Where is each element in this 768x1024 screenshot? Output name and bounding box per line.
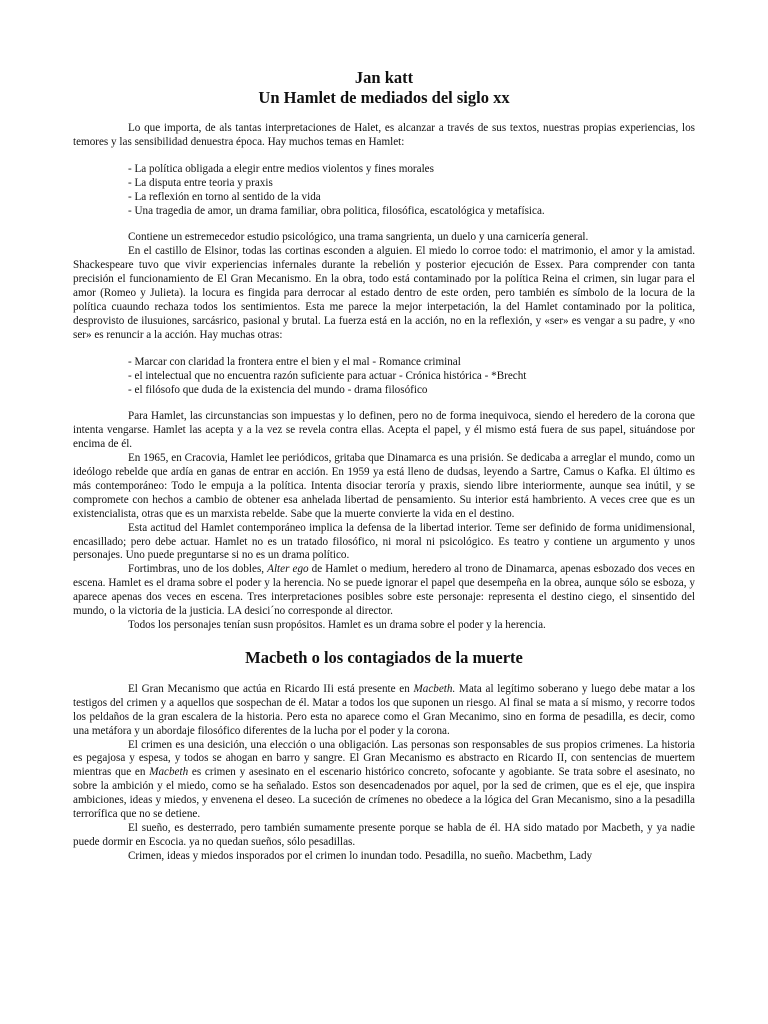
body-paragraph: En el castillo de Elsinor, todas las cortinas esconden a alguien. El miedo lo corroe todo: el matrimonio, el amor y la amistad. Shackespeare tuvo que vivir experiencias infernales durante la rebelión y posterior ejecución de Essex. Para comprender con tanta precisión el funcionamiento de El Gran Mecanismo. En la obra, todo está contaminado por la política Reina el crimen, sin lugar para el amor (Romeo y Julieta). la locura es fingida para derrocar al estado dentro de este orden, pero también es símbolo de la locura de la política cuaundo rechaza todos los sentimientos. Esta me parece la mejor interpetación, la del Hamlet contaminado por la politica, desprovisto de ilusuiones, sarcásrico, pasional y brutal. La fuerza está en la acción, no en la reflexión, y «ser» es vengar a su padre, y «no ser» es renuncir a la acción. Hay muchas otras: (73, 245, 695, 341)
document-title: Un Hamlet de mediados del siglo xx (258, 88, 510, 107)
italic-term: Macbeth. (413, 682, 456, 695)
text-run: Mata al legítimo soberano y luego debe matar a los testigos del crimen y a aquellos que sospechan de él. Matar a todos los que suponen un riesgo. Al final se mata a sí mismo, y recorre todos los peldaños de la gran escalera de la historia. Pero esta no aparece como el Gran Mecanimo, sino en forma de pesadilla, es decir, como una metáfora y un abordaje filosófico diferentes de la lucha por el poder y la corona. (73, 682, 695, 737)
author-name: Jan katt (354, 68, 414, 87)
body-paragraph: Para Hamlet, las circunstancias son impuestas y lo definen, pero no de forma inequivoca, siendo el heredero de la corona que intenta vengarse. Hamlet las acepta y a la vez se revela contra ellas. Acepta el papel, y él mismo está fuera de sus papel, situándose por encima de él. (73, 410, 695, 451)
body-paragraph (73, 739, 695, 822)
themes-list (73, 163, 695, 219)
text-run: El Gran Mecanismo que actúa en Ricardo IIi está presente en (128, 682, 414, 695)
document-page (73, 68, 695, 864)
body-paragraph: Esta actitud del Hamlet contemporáneo implica la defensa de la libertad interior. Teme ser definido de forma unidimensional, encasillado; pero debe actuar. Hamlet no es un tratado filosófico, ni moral ni psicológico. Es teatro y contiene un argumento y unos personajes. Uno puede preguntarse si no es un drama político. (73, 521, 695, 562)
text-run: es crimen y asesinato en el escenario histórico concreto, sofocante y agobiante. Se trata sobre el asesinato, no sobre la ambición y el miedo, como se ha señalado. Estos son desencadenados por aquel, por la sed de crimen, que es el eje, que inspira ambiciones, ideas y miedos, y envenena el deseo. La suceción de crímenes no obedece a la lógica del Gran Mecanismo, sino a la pesadilla terrorífica que no se detiene. (73, 766, 695, 821)
text-run: Fortimbras, uno de los dobles, (128, 563, 268, 576)
list-item: - La política obligada a elegir entre medios violentos y fines morales (128, 162, 434, 175)
document-header (73, 68, 695, 108)
section-heading: Macbeth o los contagiados de la muerte (245, 647, 523, 667)
body-paragraph: El sueño, es desterrado, pero también sumamente presente porque se habla de él. HA sido matado por Macbeth, y ya nadie puede dormir en Escocia. ya no quedan sueños, sólo pesadillas. (73, 821, 695, 848)
body-paragraph: Contiene un estremecedor estudio psicológico, una trama sangrienta, un duelo y una carnicería general. (128, 231, 589, 244)
body-paragraph: En 1965, en Cracovia, Hamlet lee periódicos, gritaba que Dinamarca es una prisión. Se dedicaba a arreglar el mundo, como un ideólogo rebelde que ardía en ganas de entrar en acción. En 1959 ya está lleno de dudsas, leyendo a Sartre, Camus o Kafka. El último es más contemporáneo: Todo le empuja a la política. Intenta disociar teroría y praxis, siendo libre interiormente, aunque sea inútil, y se compromete con hechos a cambio de obtener esa anhelada libertad de pensamiento. Su interior está hambriento. A veces cree que es un existencialista, otras que es un marxista rebelde. Sabe que la muerte convierte la vida en el destino. (73, 452, 695, 520)
list-item: - Una tragedia de amor, un drama familiar, obra politica, filosófica, escatológica y metafísica. (128, 204, 545, 217)
intro-paragraph: Lo que importa, de als tantas interpretaciones de Halet, es alcanzar a través de sus textos, nuestras propias experiencias, los temores y las sensibilidad denuestra época. Hay muchos temas en Hamlet: (73, 122, 695, 148)
body-paragraph: Crimen, ideas y miedos insporados por el crimen lo inundan todo. Pesadilla, no sueño. Macbethm, Lady (128, 849, 593, 862)
italic-term: Macbeth (149, 766, 189, 779)
text-run: de Hamlet o medium, heredero al trono de Dinamarca, apenas esbozado dos veces en escena. Hamlet es el drama sobre el poder y la herencia. No se puede ignorar el papel que desempeña en la obrea, aunque sólo se esboza, y aparece apenas dos veces en escena. Tres interpretaciones posibles sobre este personaje: representa el destino ciego, el sinsentido del mundo, o la victoria de la justicia. LA desici´no corresponde al director. (73, 563, 695, 618)
body-paragraph: Todos los personajes tenían susn propósitos. Hamlet es un drama sobre el poder y la herencia. (128, 619, 546, 631)
text-run: El crimen es una desición, una elección o una obligación. Las personas son responsables de sus propios crimenes. La historia es pegajosa y espesa, y todos se ahogan en barro y sangre. El Gran Mecanismo es abstracto en Ricardo II, con sentencias de muertem mientras que en (73, 738, 695, 779)
body-paragraph (73, 683, 695, 739)
list-item: - el intelectual que no encuentra razón suficiente para actuar - Crónica histórica - *Brecht (128, 369, 527, 382)
list-item: - La disputa entre teoria y praxis (128, 176, 273, 189)
readings-list (73, 356, 695, 398)
list-item: - el filósofo que duda de la existencia del mundo - drama filosófico (128, 383, 428, 396)
body-paragraph (73, 563, 695, 619)
list-item: - La reflexión en torno al sentido de la vida (128, 190, 321, 203)
list-item: - Marcar con claridad la frontera entre el bien y el mal - Romance criminal (128, 355, 461, 368)
italic-term: Alter ego (267, 563, 309, 576)
